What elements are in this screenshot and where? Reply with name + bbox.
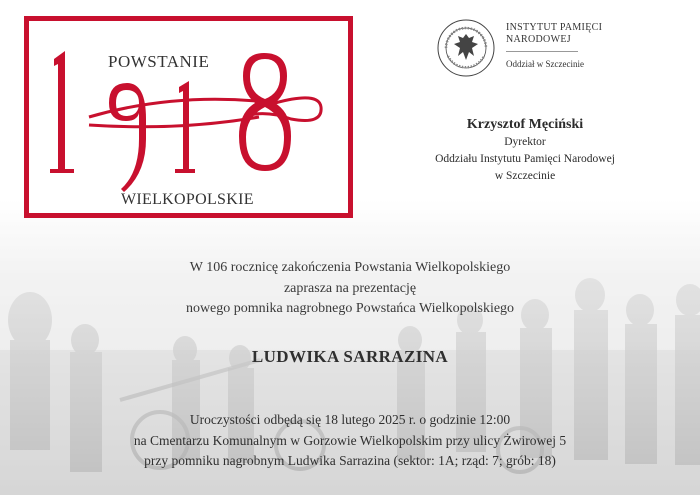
event-grave: przy pomniku nagrobnym Ludwika Sarrazina (sektor: 1A; rząd: 7; grób: 18)	[144, 453, 556, 468]
invitation-line1: W 106 rocznicę zakończenia Powstania Wielkopolskiego	[189, 260, 511, 275]
event-details	[0, 410, 700, 472]
invitation-line3: nowego pomnika nagrobnego Powstańca Wielkopolskiego	[185, 301, 515, 316]
event-date-time: Uroczystości odbędą się 18 lutego 2025 r. o godzinie 12:00	[189, 412, 511, 427]
host-org-line1: Oddziału Instytutu Pamięci Narodowej	[435, 153, 615, 165]
honoree-name: LUDWIKA SARRAZINA	[251, 347, 449, 366]
host-block	[400, 116, 650, 185]
logo-word-bottom: WIELKOPOLSKIE	[121, 191, 254, 208]
host-title: Dyrektor	[504, 136, 546, 148]
ipn-logo	[436, 18, 676, 78]
host-name: Krzysztof Męciński	[466, 117, 584, 132]
ipn-branch: Oddział w Szczecinie	[506, 59, 584, 69]
invitation-text	[0, 258, 700, 320]
ipn-name-line2: NARODOWEJ	[506, 34, 571, 45]
event-location: na Cmentarzu Komunalnym w Gorzowie Wielkopolskim przy ulicy Żwirowej 5	[133, 432, 567, 448]
ipn-name-line1: INSTYTUT PAMIĘCI	[506, 22, 603, 33]
powstanie-wielkopolskie-logo	[24, 16, 353, 218]
ipn-eagle-seal-icon	[436, 18, 496, 78]
host-org-line2: w Szczecinie	[494, 170, 556, 182]
invitation-line2: zaprasza na prezentację	[283, 280, 417, 296]
logo-word-top: POWSTANIE	[108, 52, 210, 71]
ipn-divider	[506, 51, 578, 52]
